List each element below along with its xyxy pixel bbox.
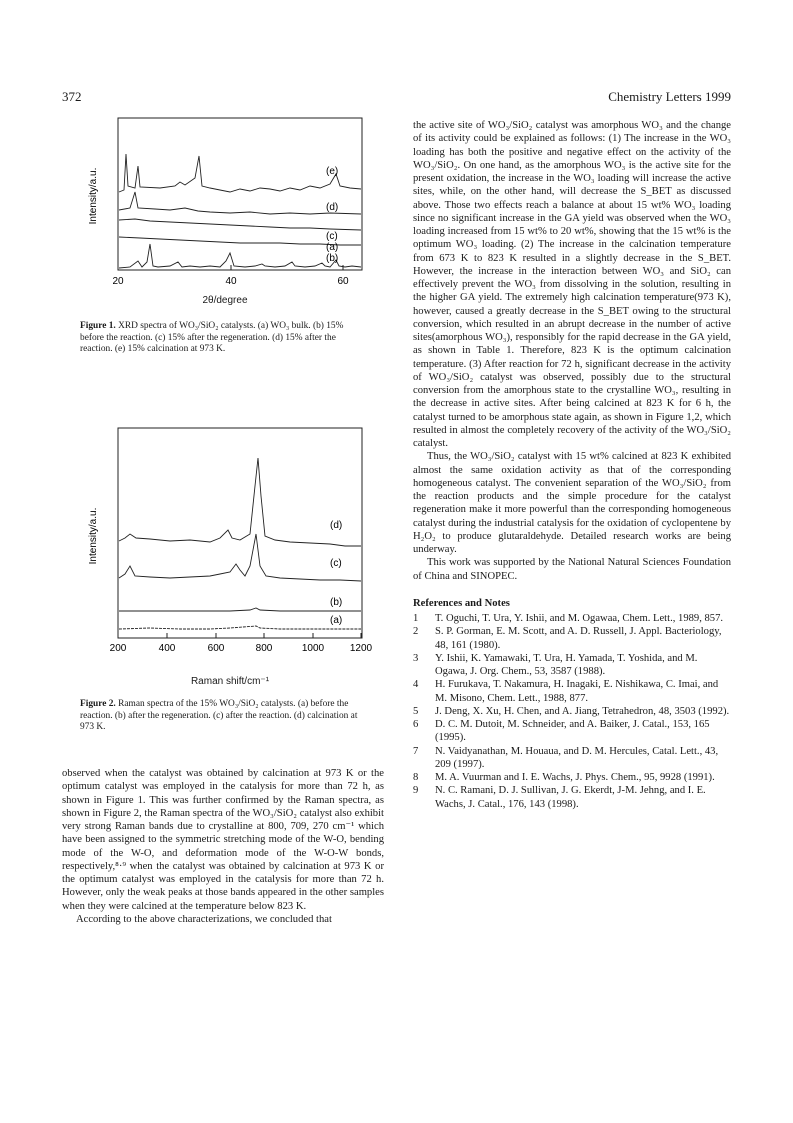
xrd-curve-a: [119, 244, 361, 268]
reference-item: [413, 678, 731, 705]
figure-2: [80, 426, 380, 687]
curve-label-d: (d): [326, 202, 339, 213]
raman-curve-a: [119, 626, 361, 629]
reference-item: [413, 784, 731, 811]
curve-label-c: (c): [326, 231, 338, 242]
x-tick-label-60: 60: [337, 276, 349, 287]
curve-label-e: (e): [326, 166, 339, 177]
reference-item: [413, 612, 731, 625]
raman-tick-label-200: 200: [109, 643, 127, 654]
reference-item: [413, 652, 731, 679]
reference-text: N. Vaidyanathan, M. Houaua, and D. M. Hercules, Catal. Lett., 43, 209 (1997).: [435, 745, 719, 770]
references-title: References and Notes: [413, 597, 510, 609]
left-column-text: [62, 767, 384, 926]
reference-number: 5: [413, 705, 419, 717]
xrd-curve-d: [119, 192, 361, 214]
xrd-curve-c: [119, 219, 361, 230]
page-number: 372: [62, 89, 82, 104]
reference-number: 8: [413, 772, 419, 783]
body-paragraph: the active site of WO₃/SiO₂ catalyst was amorphous WO₃ and the change of its activity could be explained as follows: (1) The increase in the WO₃ loading has both the positive and negative effect on the activity of the WO₃/SiO₂. On one hand, as the amorphous WO₃ is the active site for the present oxidation, the increase in the WO₃ loading will increase the active sites, while, on the other hand, will decrease the S_BET as discussed above. Those two effects reach a balance at about 15 wt% WO₃ loading since no significant increase in the GA yield was observed when the WO₃ loading increased from 15 wt% to 20 wt%, showing that the 15 wt% is the optimum WO₃ loading. (2) The increase in the calcination temperature from 673 K to 823 K resulted in a slightly decrease in the S_BET. However, the increase in the interaction between WO₃ and SiO₂ can effectively prevent the WO₃ from dissolving in the solution, resulting in the higher GA yield. The extremely high calcination temperature(973 K), however, caused a greatly decrease in the S_BET owing to the structural conversion, which resulted in an abrupt decrease in the number of active sites(amorphous WO₃), responsibly for the rapid decrease in the GA yield, as shown in Table 1. Therefore, 823 K is the optimum calcination temperature. (3) After reaction for 72 h, significant decrease in the activity of WO₃/SiO₂ catalyst was observed, possibly due to the structural conversion from the amorphous state to the crystalline WO₃, resulting in the decrease in active sites. After being calcined at 823 K for 6 h, the catalyst turned to be amorphous state again, as shown in Figure 1,2, which resulted in almost the completely recovery of the activity of the WO₃/SiO₂ catalyst.: [413, 120, 731, 449]
reference-text: S. P. Gorman, E. M. Scott, and A. D. Russell, J. Appl. Bacteriology, 48, 161 (1980).: [435, 626, 722, 651]
xrd-curve-b: [119, 237, 361, 245]
references-list: [413, 612, 731, 811]
x-tick-label-20: 20: [112, 276, 124, 287]
journal-title: Chemistry Letters 1999: [608, 89, 731, 104]
reference-text: M. A. Vuurman and I. E. Wachs, J. Phys. Chem., 95, 9928 (1991).: [435, 772, 715, 783]
raman-curve-c: [119, 534, 361, 581]
reference-text: J. Deng, X. Xu, H. Chen, and A. Jiang, Tetrahedron, 48, 3503 (1992).: [435, 705, 730, 717]
reference-item: [413, 771, 731, 784]
reference-text: Y. Ishii, K. Yamawaki, T. Ura, H. Yamada, T. Yoshida, and M. Ogawa, J. Org. Chem., 53, 3587 (1988).: [435, 652, 698, 677]
plot-frame-2: [118, 428, 362, 638]
raman-label-c: (c): [330, 558, 342, 569]
x-tick-label-40: 40: [225, 276, 237, 287]
body-paragraph: Thus, the WO₃/SiO₂ catalyst with 15 wt% calcined at 823 K exhibited almost the same oxidation activity as that of the corresponding homogeneous catalyst. The convenient separation of the WO₃/SiO₂ from the reaction products and the simple procedure for the catalyst regeneration make it more powerful than the corresponding homogeneous catalyst during the industrial catalysis for the oxidation of cyclopentene by H₂O₂ to produce glutaraldehyde. Detailed research works are being underway.: [413, 451, 731, 555]
raman-y-axis-label: Intensity/a.u.: [88, 507, 99, 565]
reference-item: [413, 745, 731, 772]
raman-label-b: (b): [330, 597, 343, 608]
reference-number: 4: [413, 679, 419, 691]
figure-1-caption-title: Figure 1.: [80, 321, 116, 331]
y-axis-label: Intensity/a.u.: [88, 167, 99, 225]
reference-number: 6: [413, 719, 419, 730]
raman-label-d: (d): [330, 520, 343, 531]
reference-number: 3: [413, 652, 419, 664]
reference-text: T. Oguchi, T. Ura, Y. Ishii, and M. Ogawaa, Chem. Lett., 1989, 857.: [435, 613, 724, 624]
raman-plot: [80, 426, 380, 658]
reference-item: [413, 705, 731, 718]
curve-label-a: (a): [326, 242, 339, 253]
raman-x-axis-label: Raman shift/cm⁻¹: [190, 676, 270, 687]
raman-tick-label-800: 800: [255, 643, 273, 654]
figure-1: [80, 116, 370, 306]
reference-number: 2: [413, 626, 419, 638]
acknowledgement: This work was supported by the National Natural Sciences Foundation of China and SINOPEC.: [413, 557, 731, 582]
reference-number: 9: [413, 785, 419, 797]
raman-tick-label-1000: 1000: [301, 643, 325, 654]
curve-label-b: (b): [326, 253, 339, 264]
reference-text: N. C. Ramani, D. J. Sullivan, J. G. Ekerdt, J-M. Jehng, and I. E. Wachs, J. Catal., 176, 143 (1998).: [435, 785, 706, 810]
reference-number: 7: [413, 745, 419, 757]
raman-tick-label-400: 400: [158, 643, 176, 654]
raman-label-a: (a): [330, 615, 343, 626]
figure-1-caption: [80, 321, 362, 356]
body-paragraph: observed when the catalyst was obtained by calcination at 973 K or the optimum catalyst was employed in the catalysis for more than 72 h, as shown in Figure 1. This was further confirmed by the Raman spectra, as shown in Figure 2, the Raman spectra of the WO₃/SiO₂ catalyst also exhibit very strong Raman bands due to crystalline at 800, 709, 270 cm⁻¹ which have been assigned to the symmetric stretching mode of the W-O, bending mode of the W-O, and deformation mode of the W-O-W bonds, respectively,⁸·⁹ when the catalyst was obtained by calcination at 973 K or the optimum catalyst was employed in the catalysis for more than 72 h. However, only the weak peaks at those bands appeared in the other samples when they were calcined at the temperature below 823 K.: [62, 768, 384, 912]
reference-number: 1: [413, 613, 419, 624]
raman-curve-b: [119, 608, 361, 611]
xrd-curve-e: [119, 154, 361, 192]
body-paragraph: According to the above characterizations, we concluded that: [76, 913, 332, 925]
reference-item: [413, 718, 731, 745]
reference-item: [413, 625, 731, 652]
x-axis-label: 2θ/degree: [202, 295, 248, 306]
figure-1-caption-text: XRD spectra of WO₃/SiO₂ catalysts. (a) WO₃ bulk. (b) 15% before the reaction. (c) 15% after the regeneration. (d) 15% after the reaction. (e) 15% calcination at 973 K.: [80, 321, 344, 355]
figure-2-caption: [80, 699, 370, 734]
raman-tick-label-1200: 1200: [349, 643, 373, 654]
reference-text: H. Furukava, T. Nakamura, H. Inagaki, E. Nishikawa, C. Imai, and M. Misono, Chem. Lett., 1988, 877.: [435, 679, 719, 704]
raman-curve-d: [119, 458, 361, 546]
right-column-text: [413, 119, 731, 811]
reference-text: D. C. M. Dutoit, M. Schneider, and A. Baiker, J. Catal., 153, 165 (1995).: [435, 719, 710, 744]
figure-2-caption-text: Raman spectra of the 15% WO₃/SiO₂ catalysts. (a) before the reaction. (b) after the regeneration. (c) after the reaction. (d) calcination at 973 K.: [80, 699, 358, 733]
raman-tick-label-600: 600: [207, 643, 225, 654]
xrd-plot: [80, 116, 370, 291]
figure-2-caption-title: Figure 2.: [80, 699, 116, 709]
